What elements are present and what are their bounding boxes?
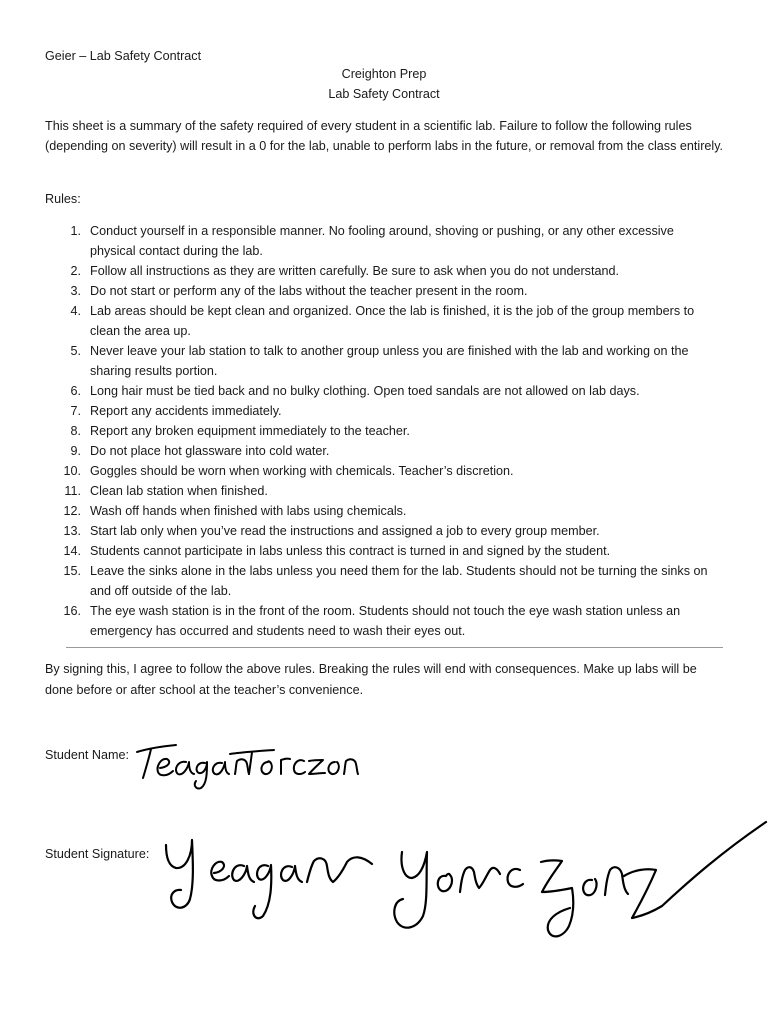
rule-number: 15. bbox=[63, 564, 81, 578]
rule-text: Goggles should be worn when working with chemicals. Teacher’s discretion. bbox=[90, 464, 514, 478]
rule-number: 7. bbox=[70, 404, 81, 418]
rule-text: Wash off hands when finished with labs using chemicals. bbox=[90, 504, 407, 518]
rule-text: Start lab only when you’ve read the instructions and assigned a job to every group member. bbox=[90, 524, 600, 538]
rule-text: Students cannot participate in labs unless this contract is turned in and signed by the student. bbox=[90, 544, 611, 558]
document-header: Geier – Lab Safety Contract bbox=[45, 49, 202, 63]
rule-number: 5. bbox=[70, 344, 81, 358]
rule-text: Follow all instructions as they are written carefully. Be sure to ask when you do not understand. bbox=[90, 264, 619, 278]
rule-number: 6. bbox=[70, 384, 81, 398]
rule-text: Conduct yourself in a responsible manner. No fooling around, shoving or pushing, or any other excessive physical contact during the lab. bbox=[90, 224, 674, 258]
rule-number: 1. bbox=[70, 224, 81, 238]
rule-text: Never leave your lab station to talk to another group unless you are finished with the lab and working on the sharing results portion. bbox=[90, 344, 689, 378]
rule-text: Do not start or perform any of the labs without the teacher present in the room. bbox=[90, 284, 528, 298]
rule-number: 11. bbox=[64, 484, 81, 498]
rule-number: 9. bbox=[70, 444, 81, 458]
rule-text: Clean lab station when finished. bbox=[90, 484, 268, 498]
school-name: Creighton Prep bbox=[341, 67, 427, 81]
rule-number: 10. bbox=[63, 464, 81, 478]
rule-number: 12. bbox=[63, 504, 81, 518]
rules-heading: Rules: bbox=[45, 192, 81, 206]
rule-text: Leave the sinks alone in the labs unless you need them for the lab. Students should not be turning the sinks on and off outside of the lab. bbox=[90, 564, 708, 598]
intro-paragraph: This sheet is a summary of the safety required of every student in a scientific lab. Failure to follow the following rules (depending on severity) will result in a 0 for the lab, unable to perform labs in the future, or removal from the class entirely. bbox=[45, 119, 724, 153]
rule-number: 8. bbox=[70, 424, 81, 438]
rule-number: 16. bbox=[63, 604, 81, 618]
rule-text: Report any accidents immediately. bbox=[90, 404, 282, 418]
rule-number: 3. bbox=[70, 284, 81, 298]
rule-text: Report any broken equipment immediately to the teacher. bbox=[90, 424, 410, 438]
rule-number: 13. bbox=[63, 524, 81, 538]
student-signature-label: Student Signature: bbox=[45, 847, 150, 861]
agreement-paragraph: By signing this, I agree to follow the above rules. Breaking the rules will end with consequences. Make up labs will be done before or after school at the teacher’s convenience. bbox=[45, 662, 697, 697]
rule-text: Lab areas should be kept clean and organized. Once the lab is finished, it is the job of the group members to clean the area up. bbox=[90, 304, 695, 338]
rule-text: The eye wash station is in the front of the room. Students should not touch the eye wash station unless an emergency has occurred and students need to wash their eyes out. bbox=[90, 604, 681, 638]
rule-number: 4. bbox=[70, 304, 81, 318]
page-title: Lab Safety Contract bbox=[328, 87, 440, 101]
student-name-label: Student Name: bbox=[45, 748, 130, 762]
rule-text: Do not place hot glassware into cold water. bbox=[90, 444, 330, 458]
rule-text: Long hair must be tied back and no bulky clothing. Open toed sandals are not allowed on lab days. bbox=[90, 384, 640, 398]
rule-number: 2. bbox=[70, 264, 81, 278]
rule-number: 14. bbox=[63, 544, 81, 558]
